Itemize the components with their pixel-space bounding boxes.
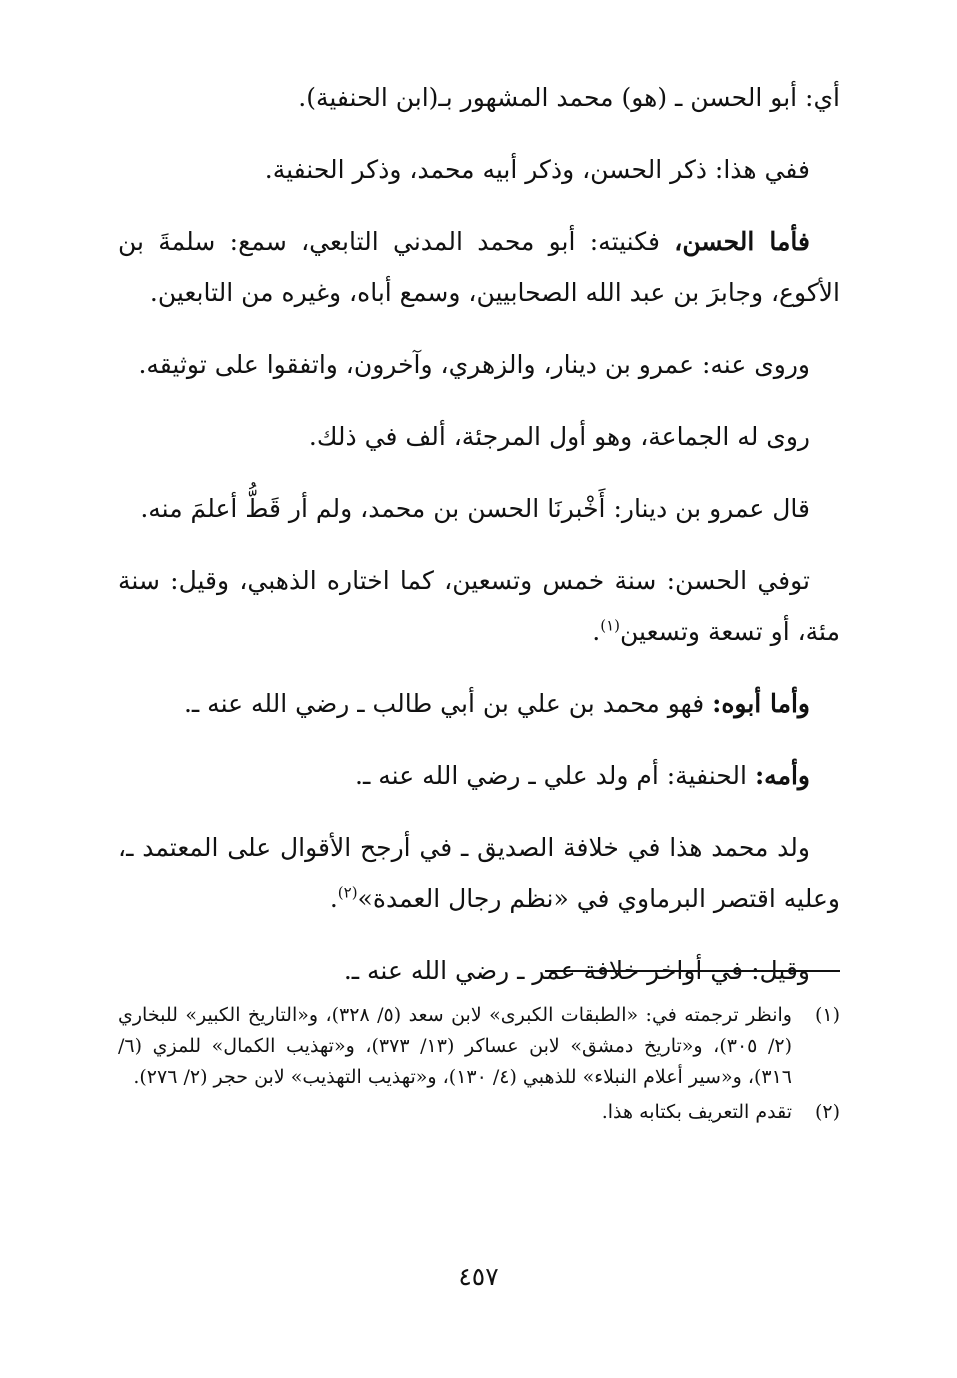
paragraph-3-text: فكنيته: أبو محمد المدني التابعي، سمع: سلمةَ بن الأكوع، وجابرَ بن عبد الله الصحابيين، وسمع أباه، وغيره من التابعين. (118, 227, 840, 307)
paragraph-7 (118, 555, 840, 657)
footnote-ref-1: (١) (600, 616, 621, 635)
footnotes (118, 1000, 840, 1132)
footnote-divider (545, 970, 840, 972)
paragraph-10-end: . (329, 884, 338, 913)
paragraph-10 (118, 822, 840, 924)
paragraph-9-lead: وأمه: (754, 761, 810, 790)
footnote-1 (118, 1000, 840, 1093)
paragraph-8 (118, 678, 840, 729)
paragraph-3-lead: فأما الحسن، (674, 227, 810, 256)
main-text (118, 72, 840, 1017)
paragraph-11: وقيل: في أواخر خلافة عمر ـ رضي الله عنه ـ. (343, 956, 810, 985)
footnote-ref-2: (٢) (337, 883, 358, 902)
paragraph-2: ففي هذا: ذكر الحسن، وذكر أبيه محمد، وذكر الحنفية. (264, 155, 810, 184)
paragraph-9 (118, 750, 840, 801)
paragraph-8-lead: وأما أبوه: (712, 689, 810, 718)
footnote-1-text: وانظر ترجمته في: «الطبقات الكبرى» لابن سعد (٥/ ٣٢٨)، و«التاريخ الكبير» للبخاري (٢/ ٣٠٥)، و«تاريخ دمشق» لابن عساكر (١٣/ ٣٧٣)، و«تهذيب الكمال» للمزي (٦/ ٣١٦)، و«سير أعلام النبلاء» للذهبي (٤/ ١٣٠)، و«تهذيب التهذيب» لابن حجر (٢/ ٢٧٦). (118, 1004, 792, 1088)
footnote-1-number: (١) (814, 1004, 840, 1026)
footnote-2-text: تقدم التعريف بكتابه هذا. (601, 1101, 792, 1123)
paragraph-10-text: ولد محمد هذا في خلافة الصديق ـ في أرجح الأقوال على المعتمد ـ، وعليه اقتصر البرماوي في «نظم رجال العمدة» (118, 833, 840, 913)
paragraph-7-text: توفي الحسن: سنة خمس وتسعين، كما اختاره الذهبي، وقيل: سنة مئة، أو تسعة وتسعين (118, 566, 840, 646)
page-number: ٤٥٧ (458, 1262, 499, 1291)
paragraph-1: أي: أبو الحسن ـ (هو) محمد المشهور بـ(ابن الحنفية). (298, 83, 840, 112)
paragraph-7-end: . (592, 617, 601, 646)
footnote-2 (118, 1097, 840, 1128)
paragraph-9-text: الحنفية: أم ولد علي ـ رضي الله عنه ـ. (355, 761, 747, 790)
paragraph-5: روى له الجماعة، وهو أول المرجئة، ألف في ذلك. (308, 422, 810, 451)
paragraph-6: قال عمرو بن دينار: أَخْبرنَا الحسن بن محمد، ولم أر قَطُّ أعلمَ منه. (140, 494, 810, 523)
paragraph-3 (118, 216, 840, 318)
footnote-2-number: (٢) (814, 1101, 840, 1123)
paragraph-4: وروى عنه: عمرو بن دينار، والزهري، وآخرون، واتفقوا على توثيقه. (138, 350, 810, 379)
paragraph-8-text: فهو محمد بن علي بن أبي طالب ـ رضي الله عنه ـ. (183, 689, 705, 718)
